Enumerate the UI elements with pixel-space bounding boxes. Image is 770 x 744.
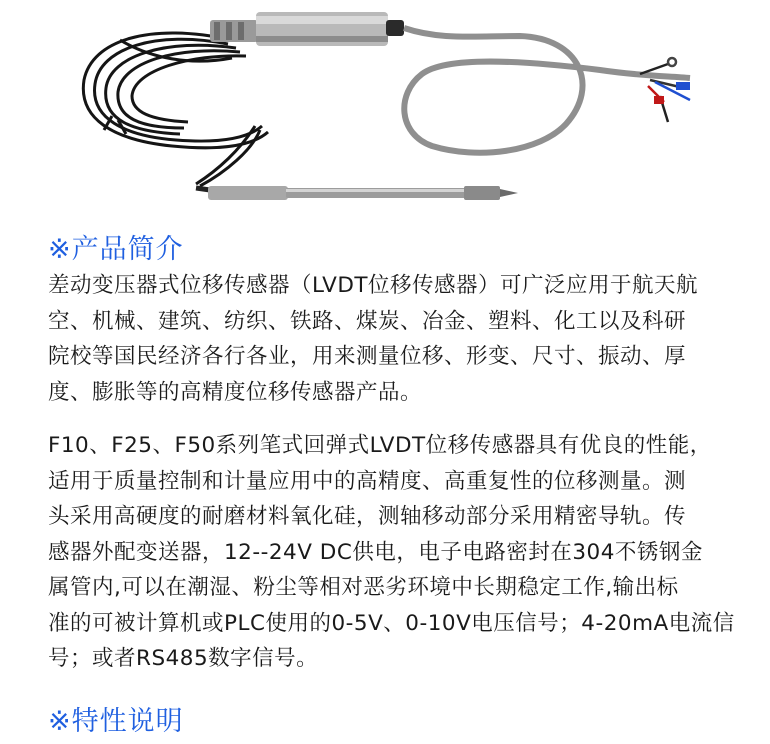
paragraph-line: 准的可被计算机或PLC使用的0-5V、0-10V电压信号；4-20mA电流信: [48, 610, 735, 636]
probe-rod: [196, 186, 518, 200]
paragraph-line: 院校等国民经济各行各业，用来测量位移、形变、尺寸、振动、厚: [48, 344, 687, 369]
paragraph-line: 头采用高硬度的耐磨材料氧化硅，测轴移动部分采用精密导轨。传: [48, 504, 687, 529]
section-heading-intro: ※产品简介: [48, 234, 184, 265]
paragraph-line: 号；或者RS485数字信号。: [48, 646, 319, 671]
paragraph-line: F10、F25、F50系列笔式回弹式LVDT位移传感器具有优良的性能，: [48, 433, 712, 458]
paragraph-line: 适用于质量控制和计量应用中的高精度、高重复性的位移测量。测: [48, 468, 687, 494]
product-photo: [0, 0, 770, 232]
series-paragraph: [48, 428, 738, 677]
paragraph-line: 差动变压器式位移传感器（LVDT位移传感器）可广泛应用于航天航: [48, 273, 699, 298]
intro-paragraph: [48, 268, 738, 410]
section-heading-features: ※特性说明: [48, 706, 184, 737]
paragraph-line: 感器外配变送器，12--24V DC供电，电子电路密封在304不锈钢金: [48, 539, 703, 565]
paragraph-line: 空、机械、建筑、纺织、铁路、煤炭、冶金、塑料、化工以及科研: [48, 308, 687, 334]
paragraph-line: 度、膨胀等的高精度位移传感器产品。: [48, 379, 423, 405]
paragraph-line: 属管内,可以在潮湿、粉尘等相对恶劣环境中长期稳定工作,输出标: [48, 575, 679, 600]
